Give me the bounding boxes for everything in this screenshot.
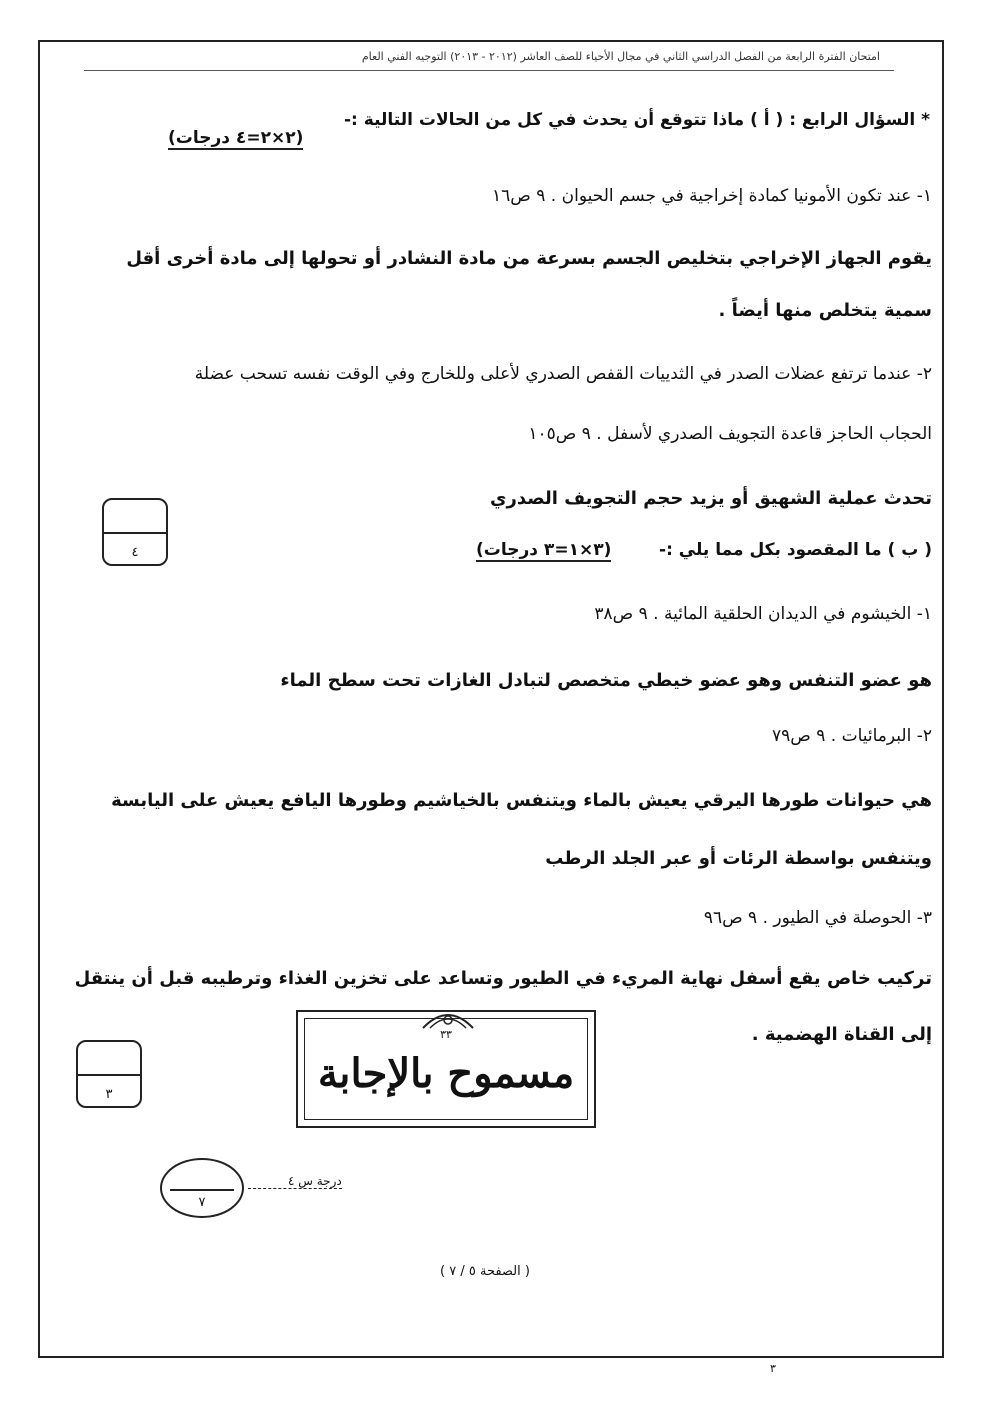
page-mark: ٣	[770, 1362, 776, 1375]
header-divider	[84, 70, 894, 71]
part-b-title: ( ب ) ما المقصود بكل مما يلي :-	[659, 540, 932, 560]
part-b-item-1-answer: هو عضو التنفس وهو عضو خيطي متخصص لتبادل الغازات تحت سطح الماء	[280, 670, 932, 691]
part-b-item-1-question: ١- الخيشوم في الديدان الحلقية المائية . ٩ ص٣٨	[594, 604, 932, 624]
total-label: درجة س ٤	[248, 1174, 342, 1189]
part-b-item-3-answer-line-2: إلى القناة الهضمية .	[751, 1024, 932, 1045]
part-a-item-1-answer-line-1: يقوم الجهاز الإخراجي بتخليص الجسم بسرعة من مادة النشادر أو تحولها إلى مادة أخرى أقل	[126, 248, 932, 269]
part-a-item-2-question-line-2: الحجاب الحاجز قاعدة التجويف الصدري لأسفل . ٩ ص١٠٥	[528, 424, 932, 444]
total-score: ٧	[198, 1195, 206, 1210]
question-title: * السؤال الرابع : ( أ ) ماذا تتوقع أن يحدث في كل من الحالات التالية :-	[344, 110, 930, 130]
total-divider	[170, 1189, 234, 1191]
part-b-item-2-question: ٢- البرمائيات . ٩ ص٧٩	[771, 726, 932, 746]
stamp-text: مسموح بالإجابة	[317, 1050, 575, 1097]
page-border	[38, 40, 944, 1358]
part-b-item-2-answer-line-1: هي حيوانات طورها اليرقي يعيش بالماء ويتنفس بالخياشيم وطورها اليافع يعيش على اليابسة	[111, 790, 932, 811]
part-a-score: ٤	[131, 545, 139, 560]
score-divider	[78, 1074, 140, 1076]
total-score-oval	[160, 1158, 244, 1218]
part-b-marks: (٣×١=٣ درجات)	[476, 540, 612, 560]
part-b-item-2-answer-line-2: ويتنفس بواسطة الرئات أو عبر الجلد الرطب	[545, 848, 932, 869]
part-a-item-1-answer-line-2: سمية يتخلص منها أيضاً .	[718, 300, 932, 321]
part-a-item-2-question-line-1: ٢- عندما ترتفع عضلات الصدر في الثدييات القفص الصدري لأعلى وللخارج وفي الوقت نفسه تسحب عضلة	[194, 364, 932, 384]
part-a-score-box	[102, 498, 168, 566]
exam-header: امتحان الفترة الرابعة من الفصل الدراسي الثاني في مجال الأحياء للصف العاشر (٢٠١٢ - ٢٠١٣) التوجيه الفني العام	[361, 50, 880, 63]
approval-stamp	[296, 1010, 596, 1128]
part-b-item-3-question: ٣- الحوصلة في الطيور . ٩ ص٩٦	[703, 908, 932, 928]
part-b-score-box	[76, 1040, 142, 1108]
part-a-item-2-answer: تحدث عملية الشهيق أو يزيد حجم التجويف الصدري	[490, 488, 932, 509]
score-divider	[104, 532, 166, 534]
part-b-item-3-answer-line-1: تركيب خاص يقع أسفل نهاية المريء في الطيور وتساعد على تخزين الغذاء وترطيبه قبل أن ينتقل	[74, 968, 932, 989]
stamp-number: ٣٣	[440, 1028, 452, 1041]
question-marks: (٢×٢=٤ درجات)	[168, 128, 304, 148]
page-number: ( الصفحة ٥ / ٧ )	[440, 1264, 530, 1279]
part-a-item-1-question: ١- عند تكون الأمونيا كمادة إخراجية في جسم الحيوان . ٩ ص١٦	[492, 186, 932, 206]
part-b-score: ٣	[105, 1087, 113, 1102]
